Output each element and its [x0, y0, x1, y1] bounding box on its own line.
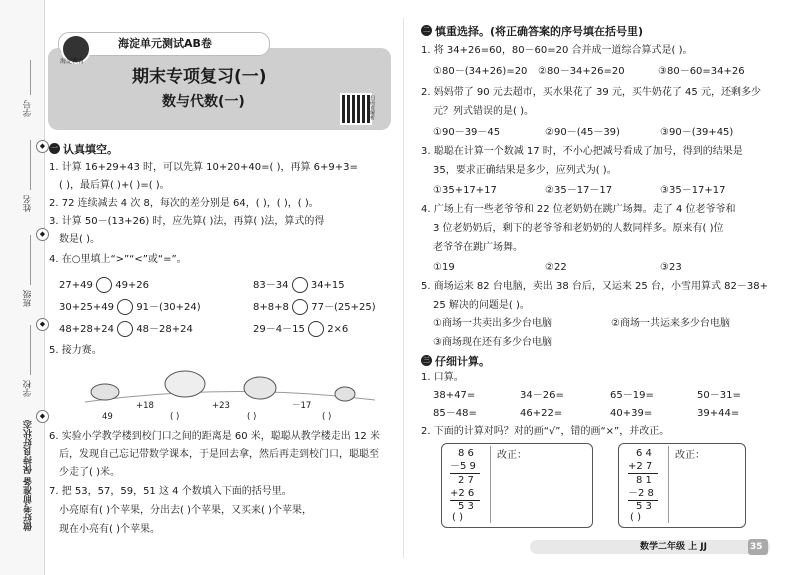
- spine-slogan: 做好考前准备 保持良好状态: [24, 420, 34, 532]
- question-1: 1. 计算 16+29+43 时，可以先算 10+20+40=( )，再算 6+9+3=: [49, 162, 358, 173]
- oral-item[interactable]: 38+47=: [433, 390, 476, 401]
- compare-circle[interactable]: [308, 321, 324, 337]
- question-6: 6. 实验小学教学楼到校门口之间的距离是 60 米，聪聪从教学楼走出 12 米: [49, 431, 380, 442]
- question-5: 5. 接力赛。: [49, 345, 102, 356]
- calc-line: －2 8: [628, 488, 654, 499]
- spine-label-class: 班级: [23, 290, 33, 307]
- option[interactable]: ①80－(34+26)=20: [433, 66, 528, 77]
- brand-name: 海淀单元测试AB卷: [118, 37, 212, 50]
- page-subtitle: 数与代数(一): [162, 94, 245, 110]
- spine-label-id: 学号: [23, 100, 33, 117]
- relay-op: +23: [212, 401, 230, 411]
- question-1-line2: ( )，最后算( )+( )=( )。: [59, 180, 170, 191]
- calc-rule: [628, 473, 658, 474]
- calc-rule: [450, 473, 480, 474]
- compare-circle[interactable]: [292, 299, 308, 315]
- calc-line: 5 3: [458, 501, 474, 512]
- question-3-line2: 数是( )。: [59, 234, 100, 245]
- option[interactable]: ②商场一共运来多少台电脑: [611, 318, 730, 329]
- oral-item[interactable]: 39+44=: [697, 408, 740, 419]
- option[interactable]: ②80－34+26=20: [538, 66, 625, 77]
- compare-left: 48+28+24 48－28+24: [59, 321, 193, 337]
- choice-question-3-line2: 35，要求正确结果是多少，应列式为( )。: [433, 165, 617, 176]
- spine-label-school: 学校: [23, 380, 33, 397]
- option[interactable]: ②90－(45－39): [545, 127, 620, 138]
- relay-blank[interactable]: ( ): [247, 412, 257, 422]
- oral-item[interactable]: 46+22=: [520, 408, 563, 419]
- oral-item[interactable]: 40+39=: [610, 408, 653, 419]
- cut-mark: ◆: [36, 410, 49, 423]
- spine-line: [30, 325, 31, 375]
- calc-line: －5 9: [450, 461, 476, 472]
- option[interactable]: ②22: [545, 262, 567, 273]
- spine-line: [30, 235, 31, 285]
- question-3: 3. 计算 50－(13+26) 时，应先算( )法，再算( )法，算式的得: [49, 216, 325, 227]
- section-title: 认真填空。: [63, 143, 118, 156]
- choice-question-5: 5. 商场运来 82 台电脑，卖出 38 台后，又运来 25 台，小雪用算式 82－38+: [421, 281, 768, 292]
- qr-caption: 扫码看解析: [369, 95, 375, 120]
- choice-question-5-line2: 25 解决的问题是( )。: [433, 300, 530, 311]
- section-number-badge: 二: [423, 26, 430, 34]
- page-divider: [403, 18, 404, 558]
- footer-subject: 数学二年级 上 JJ: [640, 542, 707, 552]
- choice-question-4-line3: 老爷爷在跳广场舞。: [433, 242, 523, 253]
- choice-question-2: 2. 妈妈带了 90 元去超市，买水果花了 39 元，买牛奶花了 45 元，还剩多少: [421, 87, 761, 98]
- question-7-line3: 现在小亮有( )个苹果。: [59, 524, 160, 535]
- qr-code: [340, 93, 372, 125]
- calc-line: 5 3: [636, 501, 652, 512]
- oral-item[interactable]: 65－19=: [610, 390, 654, 401]
- judge-blank[interactable]: ( ): [452, 512, 463, 523]
- relay-race-illustration: [80, 362, 380, 412]
- fix-label: 改正：: [675, 450, 705, 461]
- choice-question-4-line2: 3 位老奶奶后，剩下的老爷爷和老奶奶的人数同样多。原来有( )位: [433, 223, 724, 234]
- option[interactable]: ①19: [433, 262, 455, 273]
- compare-circle[interactable]: [117, 321, 133, 337]
- section-number-badge: 一: [51, 144, 58, 152]
- option[interactable]: ①商场一共卖出多少台电脑: [433, 318, 552, 329]
- spine-label-name: 姓名: [23, 195, 33, 212]
- option[interactable]: ①90－39－45: [433, 127, 501, 138]
- relay-blank[interactable]: ( ): [322, 412, 332, 422]
- question-7: 7. 把 53，57，59，51 这 4 个数填入下面的括号里。: [49, 486, 292, 497]
- calc-line: +2 6: [450, 488, 475, 499]
- compare-right: 83－34 34+15: [253, 277, 345, 293]
- choice-question-4: 4. 广场上有一些老爷爷和 22 位老奶奶在跳广场舞。走了 4 位老爷爷和: [421, 204, 736, 215]
- cut-mark: ◆: [36, 228, 49, 241]
- oral-item[interactable]: 34－26=: [520, 390, 564, 401]
- calc-line: +2 7: [628, 461, 653, 472]
- compare-circle[interactable]: [292, 277, 308, 293]
- cut-mark: ◆: [36, 318, 49, 331]
- option[interactable]: ③35－17+17: [660, 185, 726, 196]
- box-divider: [668, 446, 669, 523]
- compare-left: 30+25+49 91－(30+24): [59, 299, 201, 315]
- relay-blank[interactable]: ( ): [170, 412, 180, 422]
- calc-question-2: 2. 下面的计算对吗？对的画“√”，错的画“×”，并改正。: [421, 426, 670, 437]
- cut-mark: ◆: [36, 140, 49, 153]
- option[interactable]: ①35+17+17: [433, 185, 497, 196]
- relay-op: +18: [136, 401, 154, 411]
- relay-start: 49: [102, 412, 113, 422]
- relay-op: －17: [292, 401, 312, 411]
- compare-circle[interactable]: [117, 299, 133, 315]
- choice-question-3: 3. 聪聪在计算一个数减 17 时，不小心把减号看成了加号，得到的结果是: [421, 146, 743, 157]
- publisher-label: 海淀教育: [60, 58, 85, 65]
- oral-item[interactable]: 50－31=: [697, 390, 741, 401]
- question-4: 4. 在○里填上“>”“<”或“=”。: [49, 254, 187, 265]
- section-title: 仔细计算。: [435, 355, 490, 368]
- option[interactable]: ③90－(39+45): [660, 127, 734, 138]
- option[interactable]: ③80－60=34+26: [658, 66, 745, 77]
- calc-question-1: 1. 口算。: [421, 372, 464, 383]
- question-6-line2: 后，发现自己忘记带数学课本，于是回去拿，然后再走到校门口，聪聪至: [59, 449, 379, 460]
- box-divider: [490, 446, 491, 523]
- calc-line: 8 1: [636, 475, 652, 486]
- option[interactable]: ③23: [660, 262, 682, 273]
- section-title: 慎重选择。(将正确答案的序号填在括号里): [435, 25, 644, 38]
- page-title: 期末专项复习(一): [132, 67, 267, 87]
- section-number-badge: 三: [423, 356, 430, 364]
- question-2: 2. 72 连续减去 4 次 8，每次的差分别是 64，( )，( )，( )。: [49, 198, 319, 209]
- question-7-line2: 小亮原有( )个苹果，分出去( )个苹果，又买来( )个苹果，: [59, 505, 312, 516]
- option[interactable]: ②35－17－17: [545, 185, 613, 196]
- calc-line: 8 6: [458, 448, 474, 459]
- page-number: 35: [750, 542, 763, 552]
- compare-right: 29－4－15 2×6: [253, 321, 348, 337]
- compare-left: 27+49 49+26: [59, 277, 149, 293]
- spine-line: [30, 140, 31, 190]
- option[interactable]: ③商场现在还有多少台电脑: [433, 337, 552, 348]
- spine-line: [30, 60, 31, 95]
- choice-question-1: 1. 将 34+26=60，80－60=20 合并成一道综合算式是( )。: [421, 45, 693, 56]
- question-6-line3: 少走了( )米。: [59, 467, 120, 478]
- choice-question-2-line2: 元？列式错误的是( )。: [433, 106, 534, 117]
- judge-blank[interactable]: ( ): [630, 512, 641, 523]
- fix-label: 改正：: [497, 450, 527, 461]
- compare-right: 8+8+8 77－(25+25): [253, 299, 376, 315]
- calc-line: 6 4: [636, 448, 652, 459]
- oral-item[interactable]: 85－48=: [433, 408, 477, 419]
- calc-line: 2 7: [458, 475, 474, 486]
- compare-circle[interactable]: [96, 277, 112, 293]
